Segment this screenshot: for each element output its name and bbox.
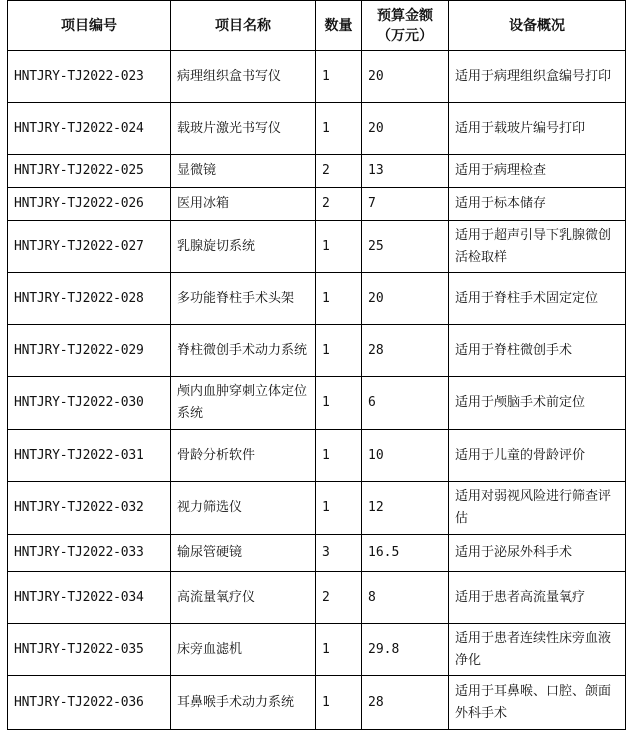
cell-name: 病理组织盒书写仪: [171, 51, 316, 103]
cell-qty: 3: [316, 535, 362, 572]
cell-budget: 20: [362, 103, 449, 155]
cell-qty: 1: [316, 624, 362, 676]
cell-overview: 适用于脊柱手术固定定位: [449, 273, 626, 325]
cell-name: 输尿管硬镜: [171, 535, 316, 572]
cell-budget: 25: [362, 221, 449, 273]
table-row: [8, 221, 626, 273]
cell-budget: 29.8: [362, 624, 449, 676]
cell-name: 视力筛选仪: [171, 482, 316, 535]
table-row: [8, 188, 626, 221]
cell-code: HNTJRY-TJ2022-036: [8, 676, 171, 730]
cell-overview: 适用于载玻片编号打印: [449, 103, 626, 155]
cell-qty: 1: [316, 325, 362, 377]
cell-overview: 适用于标本储存: [449, 188, 626, 221]
cell-budget: 20: [362, 51, 449, 103]
cell-name: 乳腺旋切系统: [171, 221, 316, 273]
cell-name: 床旁血滤机: [171, 624, 316, 676]
cell-budget: 6: [362, 377, 449, 430]
cell-name: 医用冰箱: [171, 188, 316, 221]
cell-qty: 1: [316, 103, 362, 155]
cell-name: 颅内血肿穿刺立体定位系统: [171, 377, 316, 430]
cell-budget: 20: [362, 273, 449, 325]
cell-qty: 1: [316, 482, 362, 535]
cell-budget: 12: [362, 482, 449, 535]
table-row: [8, 103, 626, 155]
table-row: [8, 624, 626, 676]
table-row: [8, 155, 626, 188]
cell-budget: 7: [362, 188, 449, 221]
cell-overview: 适用于病理检查: [449, 155, 626, 188]
cell-qty: 1: [316, 377, 362, 430]
table-row: [8, 572, 626, 624]
table-row: [8, 430, 626, 482]
cell-overview: 适用于超声引导下乳腺微创活检取样: [449, 221, 626, 273]
cell-name: 脊柱微创手术动力系统: [171, 325, 316, 377]
cell-code: HNTJRY-TJ2022-029: [8, 325, 171, 377]
header-row: [8, 1, 626, 51]
table-row: [8, 377, 626, 430]
cell-qty: 1: [316, 430, 362, 482]
cell-overview: 适用于颅脑手术前定位: [449, 377, 626, 430]
cell-name: 高流量氧疗仪: [171, 572, 316, 624]
cell-code: HNTJRY-TJ2022-026: [8, 188, 171, 221]
cell-name: 载玻片激光书写仪: [171, 103, 316, 155]
cell-budget: 16.5: [362, 535, 449, 572]
cell-overview: 适用于患者连续性床旁血液净化: [449, 624, 626, 676]
header-qty: 数量: [316, 1, 362, 51]
cell-budget: 28: [362, 325, 449, 377]
cell-code: HNTJRY-TJ2022-027: [8, 221, 171, 273]
cell-overview: 适用于脊柱微创手术: [449, 325, 626, 377]
header-code: 项目编号: [8, 1, 171, 51]
cell-qty: 1: [316, 221, 362, 273]
cell-overview: 适用对弱视风险进行筛查评估: [449, 482, 626, 535]
cell-qty: 1: [316, 51, 362, 103]
equipment-table: [7, 0, 626, 730]
cell-code: HNTJRY-TJ2022-030: [8, 377, 171, 430]
table-row: [8, 325, 626, 377]
cell-name: 骨龄分析软件: [171, 430, 316, 482]
header-overview: 设备概况: [449, 1, 626, 51]
header-budget: 预算金额（万元）: [362, 1, 449, 51]
cell-overview: 适用于耳鼻喉、口腔、颌面外科手术: [449, 676, 626, 730]
table-row: [8, 51, 626, 103]
table-row: [8, 482, 626, 535]
cell-code: HNTJRY-TJ2022-028: [8, 273, 171, 325]
cell-budget: 10: [362, 430, 449, 482]
header-name: 项目名称: [171, 1, 316, 51]
cell-code: HNTJRY-TJ2022-025: [8, 155, 171, 188]
cell-name: 显微镜: [171, 155, 316, 188]
cell-code: HNTJRY-TJ2022-023: [8, 51, 171, 103]
cell-overview: 适用于患者高流量氧疗: [449, 572, 626, 624]
table-row: [8, 676, 626, 730]
cell-code: HNTJRY-TJ2022-031: [8, 430, 171, 482]
cell-qty: 2: [316, 155, 362, 188]
cell-overview: 适用于泌尿外科手术: [449, 535, 626, 572]
cell-code: HNTJRY-TJ2022-032: [8, 482, 171, 535]
cell-budget: 8: [362, 572, 449, 624]
cell-code: HNTJRY-TJ2022-034: [8, 572, 171, 624]
cell-qty: 2: [316, 188, 362, 221]
cell-budget: 13: [362, 155, 449, 188]
cell-overview: 适用于儿童的骨龄评价: [449, 430, 626, 482]
cell-name: 多功能脊柱手术头架: [171, 273, 316, 325]
cell-qty: 1: [316, 273, 362, 325]
cell-code: HNTJRY-TJ2022-033: [8, 535, 171, 572]
cell-qty: 2: [316, 572, 362, 624]
cell-budget: 28: [362, 676, 449, 730]
cell-code: HNTJRY-TJ2022-024: [8, 103, 171, 155]
table-row: [8, 273, 626, 325]
cell-name: 耳鼻喉手术动力系统: [171, 676, 316, 730]
cell-code: HNTJRY-TJ2022-035: [8, 624, 171, 676]
cell-qty: 1: [316, 676, 362, 730]
table-row: [8, 535, 626, 572]
cell-overview: 适用于病理组织盒编号打印: [449, 51, 626, 103]
